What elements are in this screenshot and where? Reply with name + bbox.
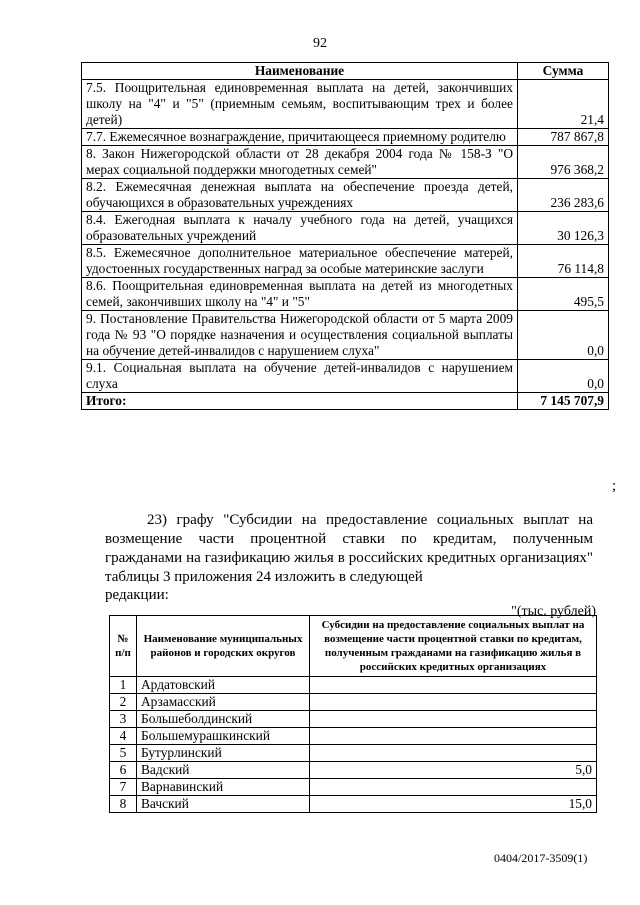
row-sum: 0,0 [518,311,609,360]
row-sum: 976 368,2 [518,146,609,179]
table-row [82,360,609,393]
row-number: 3 [110,711,137,728]
row-district: Большеболдинский [137,711,310,728]
table-header-row [110,616,597,677]
amendment-paragraph-end: редакции: [105,587,169,603]
row-sum: 76 114,8 [518,245,609,278]
column-header-district: Наименование муниципальных районов и городских округов [137,616,310,677]
table-row [82,212,609,245]
row-district: Вадский [137,762,310,779]
row-district: Вачский [137,796,310,813]
table-row [110,745,597,762]
row-subsidy: 15,0 [310,796,597,813]
row-district: Варнавинский [137,779,310,796]
row-subsidy [310,694,597,711]
row-name: 7.5. Поощрительная единовременная выплата на детей, закончивших школу на "4" и "5" (приемным семьям, воспитывающим трех и более детей) [82,80,518,129]
table-row [110,762,597,779]
row-number: 5 [110,745,137,762]
row-sum: 21,4 [518,80,609,129]
table-header-row [82,63,609,80]
column-header-sum: Сумма [518,63,609,80]
column-header-name: Наименование [82,63,518,80]
total-label: Итого: [82,393,518,410]
row-sum: 495,5 [518,278,609,311]
row-district: Бутурлинский [137,745,310,762]
row-name: 8.6. Поощрительная единовременная выплата на детей из многодетных семей, закончивших школу на "4" и "5" [82,278,518,311]
table-row [82,129,609,146]
row-subsidy [310,728,597,745]
row-name: 9.1. Социальная выплата на обучение детей-инвалидов с нарушением слуха [82,360,518,393]
table-end-mark: ; [612,478,617,494]
row-number: 6 [110,762,137,779]
row-sum: 30 126,3 [518,212,609,245]
table-row [110,711,597,728]
row-district: Арзамасский [137,694,310,711]
row-name: 7.7. Ежемесячное вознаграждение, причитающееся приемному родителю [82,129,518,146]
row-number: 1 [110,677,137,694]
table-row [110,694,597,711]
row-subsidy [310,711,597,728]
row-sum: 787 867,8 [518,129,609,146]
table-row [110,796,597,813]
row-subsidy [310,677,597,694]
unit-label: "(тыс. рублей) [511,604,596,619]
row-number: 7 [110,779,137,796]
row-name: 8.2. Ежемесячная денежная выплата на обеспечение проезда детей, обучающихся в образовательных учреждениях [82,179,518,212]
table-row [82,245,609,278]
row-district: Ардатовский [137,677,310,694]
row-district: Большемурашкинский [137,728,310,745]
row-name: 8. Закон Нижегородской области от 28 декабря 2004 года № 158-З "О мерах социальной поддержки многодетных семей" [82,146,518,179]
document-code: 0404/2017-3509(1) [494,851,588,865]
row-number: 2 [110,694,137,711]
row-name: 9. Постановление Правительства Нижегородской области от 5 марта 2009 года № 93 "О порядке назначения и осуществления социальной выплаты на обучение детей-инвалидов с нарушением слуха" [82,311,518,360]
row-subsidy [310,779,597,796]
table-row [82,80,609,129]
row-sum: 0,0 [518,360,609,393]
row-subsidy: 5,0 [310,762,597,779]
column-header-subsidy: Субсидии на предоставление социальных выплат на возмещение части процентной ставки по кредитам, полученным гражданами на газификацию жилья в российских кредитных организациях [310,616,597,677]
row-subsidy [310,745,597,762]
table-row [82,311,609,360]
subsidy-table [109,615,597,813]
column-header-number: № п/п [110,616,137,677]
row-number: 4 [110,728,137,745]
row-number: 8 [110,796,137,813]
table-row [82,278,609,311]
row-name: 8.5. Ежемесячное дополнительное материальное обеспечение матерей, удостоенных государственных наград за особые материнские заслуги [82,245,518,278]
total-row [82,393,609,410]
table-row [82,146,609,179]
amendment-paragraph: 23) графу "Субсидии на предоставление социальных выплат на возмещение части процентной ставки по кредитам, полученным гражданами на газификацию жилья в российских кредитных организациях" таблицы 3 приложения 24 изложить в следующей [105,512,593,585]
page-number: 92 [313,36,327,51]
table-row [82,179,609,212]
table-row [110,728,597,745]
row-sum: 236 283,6 [518,179,609,212]
table-row [110,677,597,694]
table-row [110,779,597,796]
row-name: 8.4. Ежегодная выплата к началу учебного года на детей, учащихся образовательных учреждений [82,212,518,245]
total-sum: 7 145 707,9 [518,393,609,410]
expenditure-table [81,62,609,410]
